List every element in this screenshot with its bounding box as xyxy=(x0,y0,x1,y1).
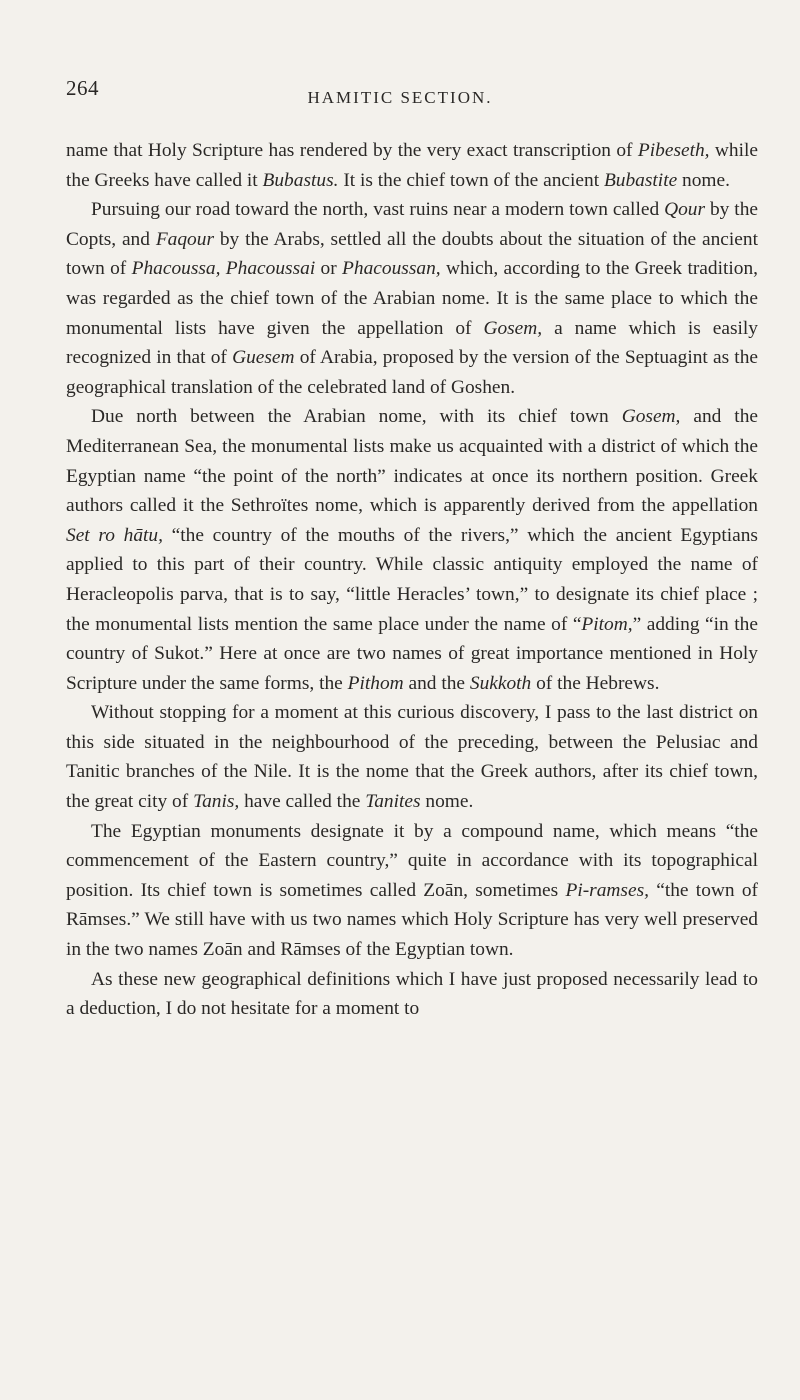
text-run: and the xyxy=(403,672,470,694)
paragraph xyxy=(66,195,758,402)
text-run: As these new geographical definitions which I have just proposed necessarily lead to a deduction, I do not hesitate for a moment to xyxy=(66,968,758,1020)
text-run: “the town of Rāmses.” We still have with us two names which Holy Scripture has very well preserved in the two names Zoān and Rāmses of the Egyptian town. xyxy=(66,879,759,961)
running-head: HAMITIC SECTION. xyxy=(307,88,493,107)
text-run: by the Copts, and xyxy=(66,199,758,250)
text-run: nome. xyxy=(420,791,474,813)
text-run: Due north between the Arabian nome, with its chief town xyxy=(91,406,622,428)
text-run: while the Greeks have called it xyxy=(66,140,759,191)
paragraph xyxy=(66,965,758,1024)
italic-term: Pi-ramses, xyxy=(565,879,649,901)
italic-term: Pitom, xyxy=(581,613,633,635)
text-run: nome. xyxy=(677,169,730,191)
text-run: The Egyptian monuments designate it by a compound name, which means “the commencement of the Eastern country,” quite in accordance with its topographical position. Its chief town is sometimes called Zoān, sometimes xyxy=(66,820,758,901)
italic-term: Pithom xyxy=(347,672,404,694)
paragraph xyxy=(66,817,758,965)
page-number: 264 xyxy=(66,76,99,100)
italic-term: Phacoussa, Phacoussai xyxy=(131,258,316,280)
text-run: name that Holy Scripture has rendered by the very exact transcription of xyxy=(66,140,638,161)
italic-term: Guesem xyxy=(232,347,295,369)
text-run: or xyxy=(315,258,343,280)
text-run: of Arabia, proposed by the version of the Septuagint as the geographical translation of the celebrated land of Goshen. xyxy=(66,347,758,398)
italic-term: Gosem, xyxy=(483,317,543,339)
italic-term: Tanites xyxy=(365,791,421,813)
italic-term: Phacoussan, xyxy=(342,258,441,280)
italic-term: Pibeseth, xyxy=(637,140,710,161)
text-run: ” adding “in the country of Sukot.” Here at once are two names of great importance mentioned in Holy Scripture under the same forms, the xyxy=(66,613,758,694)
text-run: which, according to the Greek tradition, was regarded as the chief town of the Arabian nome. It is the same place to which the monumental lists have given the appellation of xyxy=(66,258,758,339)
text-run: “the country of the mouths of the rivers,” which the ancient Egyptians applied to this part of their country. While classic antiquity employed the name of Heracleopolis parva, that is to say, “little Heracles’ town,” to designate its chief place ; the monumental lists mention the same place under the name of “ xyxy=(66,524,758,635)
italic-term: Set ro hātu, xyxy=(66,524,163,546)
text-run: by the Arabs, settled all the doubts about the situation of the ancient town of xyxy=(66,228,758,280)
paragraph xyxy=(66,698,758,816)
text-run: It is the chief town of the ancient xyxy=(338,169,604,191)
italic-term: Tanis, xyxy=(193,791,240,813)
text-run: Without stopping for a moment at this curious discovery, I pass to the last district on this side situated in the neighbourhood of the preceding, between the Pelusiac and Tanitic branches of the Nile. It is the nome that the Greek authors, after its chief town, the great city of xyxy=(66,702,758,813)
italic-term: Sukkoth xyxy=(469,672,532,694)
text-run: have called the xyxy=(239,791,366,813)
italic-term: Qour xyxy=(664,199,706,221)
italic-term: Bubastite xyxy=(603,169,678,191)
text-run: a name which is easily recognized in that of xyxy=(66,317,758,369)
text-run: of the Hebrews. xyxy=(531,672,660,694)
text-run: Pursuing our road toward the north, vast ruins near a modern town called xyxy=(91,199,665,221)
italic-term: Gosem, xyxy=(621,406,681,428)
paragraph xyxy=(66,136,758,195)
italic-term: Faqour xyxy=(155,228,214,250)
body-text xyxy=(66,136,758,1024)
paragraph xyxy=(66,402,758,698)
text-run: and the Mediterranean Sea, the monumental lists make us acquainted with a district of which the Egyptian name “the point of the north” indicates at once its northern position. Greek authors called it the Sethroïtes nome, which is apparently derived from the appellation xyxy=(66,406,758,517)
italic-term: Bubastus. xyxy=(262,169,339,191)
